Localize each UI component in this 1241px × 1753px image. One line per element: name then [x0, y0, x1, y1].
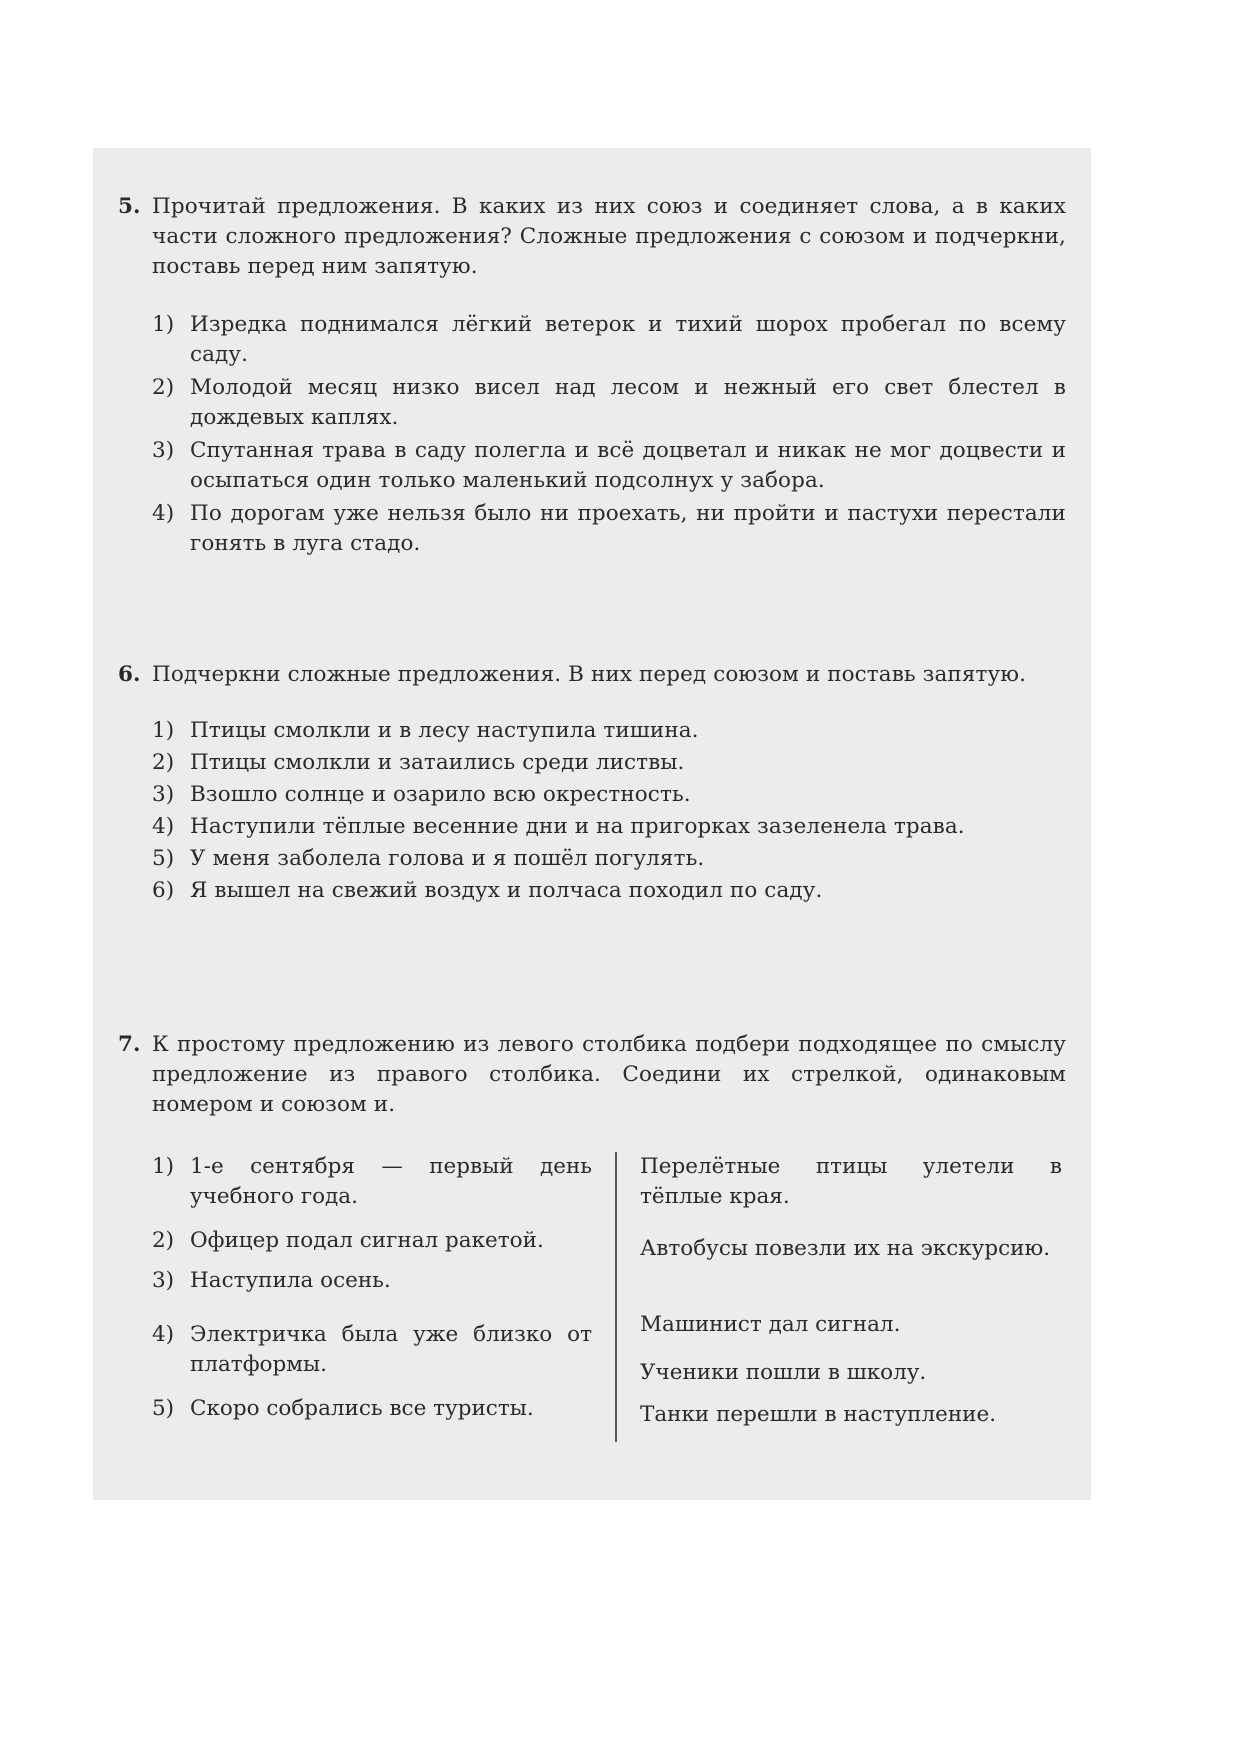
item-text: Птицы смолкли и в лесу наступила тишина. [190, 718, 699, 743]
task-5-item [152, 436, 1066, 496]
item-number: 1) [152, 718, 175, 743]
left-item [152, 1226, 592, 1256]
task-6-number: 6. [118, 662, 141, 687]
item-text: Птицы смолкли и затаились среди листвы. [190, 750, 685, 775]
task-7 [118, 1030, 1066, 1120]
item-number: 5) [152, 846, 175, 871]
right-item: Танки перешли в наступление. [640, 1402, 997, 1427]
item-number: 3) [152, 782, 175, 807]
item-text: Спутанная трава в саду полегла и всё доцветал и никак не мог доцвести и осыпаться один только маленький подсолнух у забора. [190, 438, 1066, 493]
task-6-item [152, 780, 1066, 810]
item-number: 1) [152, 312, 175, 337]
item-text: 1-е сентября — первый день учебного года. [190, 1154, 592, 1209]
task-6-item [152, 844, 1066, 874]
item-text: У меня заболела голова и я пошёл погулять. [190, 846, 705, 871]
item-text: Я вышел на свежий воздух и полчаса походил по саду. [190, 878, 823, 903]
right-item: Автобусы повезли их на экскурсию. [640, 1236, 1051, 1261]
task-5 [118, 192, 1066, 562]
item-number: 2) [152, 1228, 175, 1253]
item-number: 3) [152, 1268, 175, 1293]
task-5-item [152, 310, 1066, 370]
item-number: 5) [152, 1396, 175, 1421]
left-item [152, 1266, 592, 1296]
item-text: Скоро собрались все туристы. [190, 1396, 534, 1421]
left-item [152, 1394, 592, 1424]
item-number: 2) [152, 750, 175, 775]
task-5-item [152, 499, 1066, 559]
right-item: Машинист дал сигнал. [640, 1312, 901, 1337]
task-5-number: 5. [118, 194, 141, 219]
left-item [152, 1320, 592, 1380]
item-number: 4) [152, 814, 175, 839]
task-6-item [152, 812, 1066, 842]
item-number: 2) [152, 375, 175, 400]
item-number: 6) [152, 878, 175, 903]
task-6-item [152, 748, 1066, 778]
item-text: Изредка поднимался лёгкий ветерок и тихий шорох пробегал по всему саду. [190, 312, 1066, 367]
column-divider [615, 1152, 617, 1442]
item-number: 1) [152, 1154, 175, 1179]
item-text: По дорогам уже нельзя было ни проехать, ни пройти и пастухи перестали гонять в луга стадо. [190, 501, 1066, 556]
item-text: Молодой месяц низко висел над лесом и нежный его свет блестел в дождевых каплях. [190, 375, 1066, 430]
item-text: Наступила осень. [190, 1268, 391, 1293]
left-item [152, 1152, 592, 1212]
item-text: Электричка была уже близко от платформы. [190, 1322, 592, 1377]
right-item: Перелётные птицы улетели в тёплые края. [640, 1154, 1062, 1209]
task-7-number: 7. [118, 1032, 141, 1057]
task-7-prompt: К простому предложению из левого столбика подбери подходящее по смыслу предложение из правого столбика. Соедини их стрелкой, одинаковым номером и союзом и. [152, 1032, 1066, 1117]
item-text: Наступили тёплые весенние дни и на пригорках зазеленела трава. [190, 814, 965, 839]
task-6 [118, 660, 1066, 908]
item-number: 3) [152, 438, 175, 463]
right-item: Ученики пошли в школу. [640, 1360, 927, 1385]
item-text: Взошло солнце и озарило всю окрестность. [190, 782, 691, 807]
task-6-item [152, 876, 1066, 906]
item-number: 4) [152, 501, 175, 526]
task-6-item [152, 716, 1066, 746]
task-5-prompt: Прочитай предложения. В каких из них союз и соединяет слова, а в каких части сложного предложения? Сложные предложения с союзом и подчеркни, поставь перед ним запятую. [152, 194, 1066, 279]
matching-columns [152, 1152, 1062, 1442]
item-number: 4) [152, 1322, 175, 1347]
task-6-prompt: Подчеркни сложные предложения. В них перед союзом и поставь запятую. [152, 662, 1027, 687]
item-text: Офицер подал сигнал ракетой. [190, 1228, 544, 1253]
task-5-item [152, 373, 1066, 433]
